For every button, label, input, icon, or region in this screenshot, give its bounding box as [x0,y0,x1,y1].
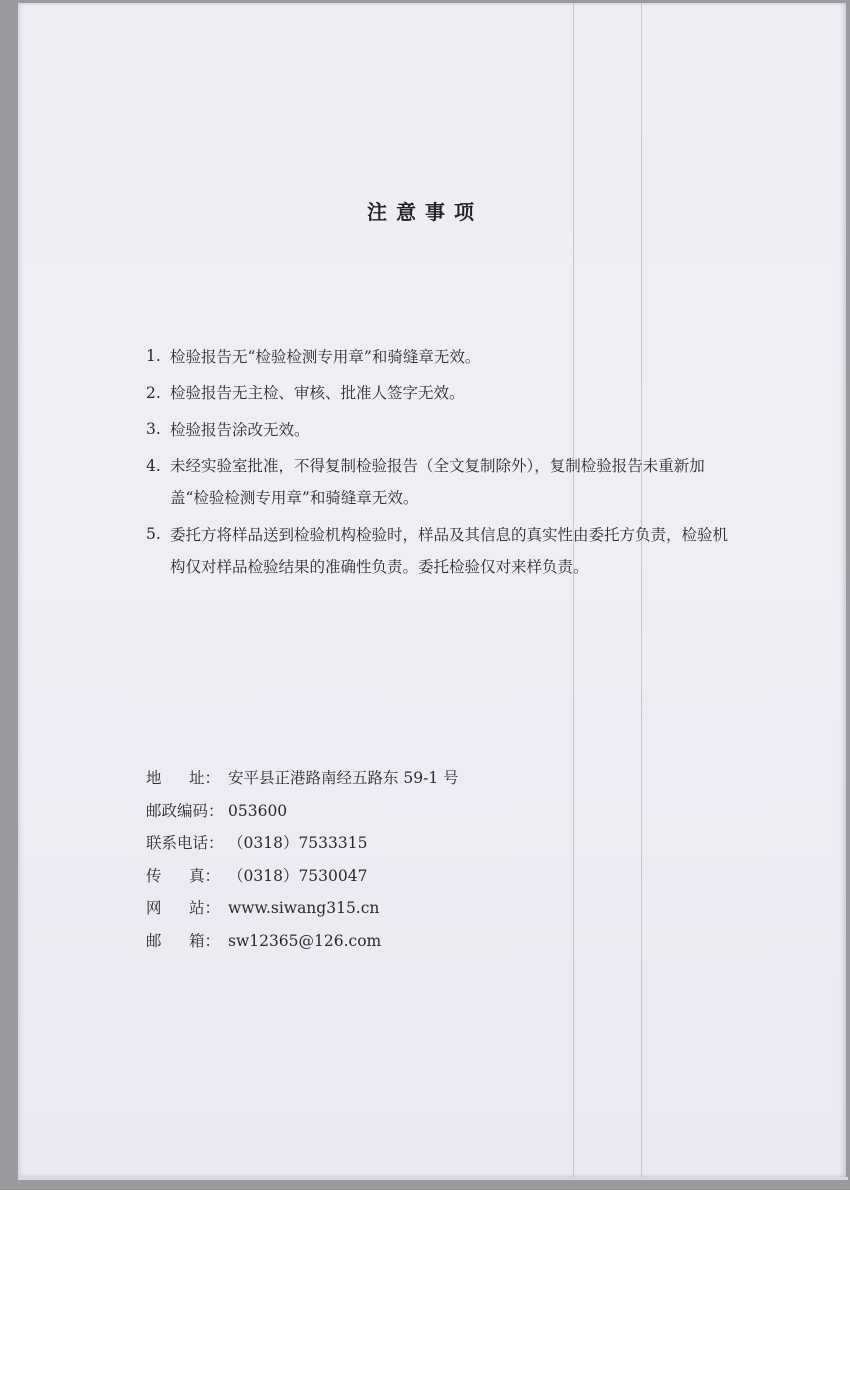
contact-label [146,862,228,895]
fold-line [641,3,642,1177]
contact-address [146,764,459,797]
notice-text: 检验报告涂改无效。 [170,420,310,439]
contact-label: 联系电话： [146,834,224,852]
notice-text: 检验报告无“检验检测专用章”和骑缝章无效。 [170,347,481,366]
contact-fax [146,862,459,895]
fax-value: （0318）7530047 [228,866,368,885]
phone-value: （0318）7533315 [228,834,368,852]
contact-website [146,894,459,927]
notice-number: 4. [146,456,161,475]
label-char: 邮 [146,931,162,950]
notice-item-4 [146,453,736,515]
document-page [18,3,846,1177]
label-char: 真： [188,866,220,885]
notice-text: 检验报告无主检、审核、批准人签字无效。 [170,384,465,402]
contact-label: 邮政编码： [146,801,224,820]
website-value: www.siwang315.cn [228,899,380,917]
contact-email [146,927,459,960]
notice-item-1 [146,343,736,373]
label-char: 地 [146,769,162,787]
notice-number: 1. [146,347,161,365]
label-char: 站： [188,899,220,917]
notice-item-3 [146,416,736,446]
notice-list [146,343,736,590]
label-char: 传 [146,866,162,885]
notice-item-5 [146,521,736,583]
notice-number: 5. [146,525,161,543]
label-char: 网 [146,899,162,917]
notice-item-2 [146,380,736,410]
contact-label [146,927,228,960]
fold-line [573,3,574,1177]
notice-text: 委托方将样品送到检验机构检验时，样品及其信息的真实性由委托方负责，检验机构仅对样品检验结果的准确性负责。委托检验仅对来样负责。 [170,525,729,576]
label-char: 址： [188,769,220,787]
contact-postcode [146,797,459,830]
contact-label [146,764,228,797]
notice-text: 未经实验室批准，不得复制检验报告（全文复制除外），复制检验报告未重新加盖“检验检测专用章”和骑缝章无效。 [170,457,705,507]
address-value: 安平县正港路南经五路东 59-1 号 [228,769,459,787]
notice-number: 3. [146,420,161,438]
notice-number: 2. [146,383,161,402]
page-edge [18,1177,848,1180]
contact-info [146,764,459,959]
email-value: sw12365@126.com [228,931,382,950]
contact-label [146,894,228,927]
page-title: 注意事项 [367,200,483,224]
postcode-value: 053600 [228,801,288,820]
label-char: 箱： [188,931,220,950]
contact-phone [146,829,459,862]
